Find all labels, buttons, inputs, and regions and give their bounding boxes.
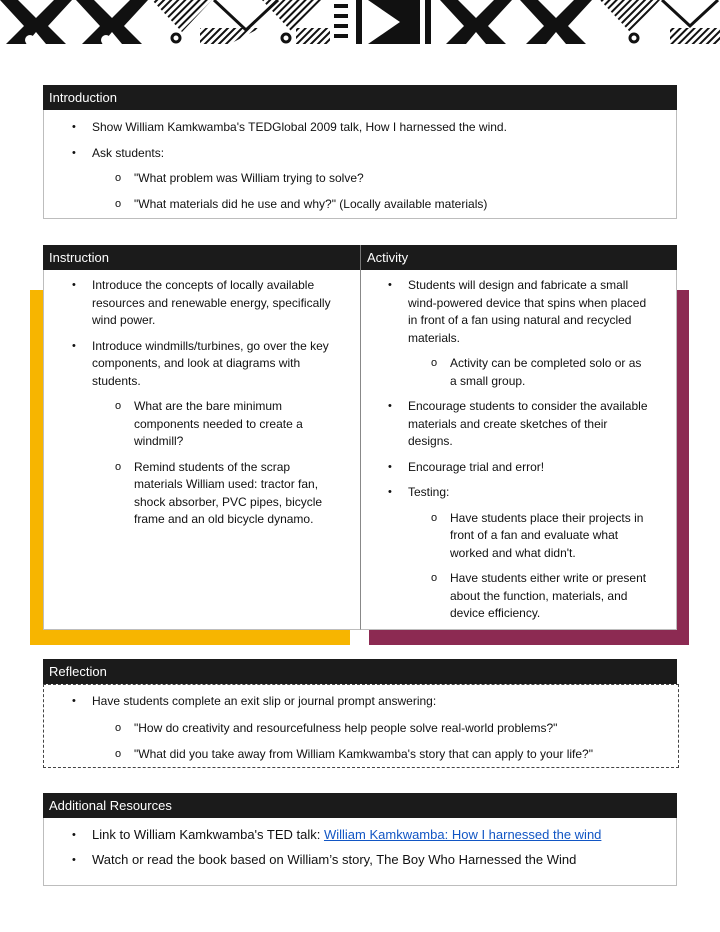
list-item: o Have students either write or present about the function, materials, and device efficiency.: [450, 570, 654, 623]
list-item: o "What materials did he use and why?" (Locally available materials): [134, 196, 676, 214]
resources-header: [43, 793, 677, 818]
list-item: • Ask students:: [92, 145, 676, 163]
list-item: • Introduce windmills/turbines, go over the key components, and look at diagrams with students.: [92, 338, 342, 391]
list-item: o "What did you take away from William Kamkwamba's story that can apply to your life?": [134, 746, 678, 764]
activity-sublist: [361, 355, 676, 390]
introduction-header: [43, 85, 677, 110]
resources-title: Additional Resources: [49, 798, 172, 813]
activity-box: [360, 270, 677, 630]
list-item: o Remind students of the scrap materials William used: tractor fan, shock absorber, PVC pipes, bicycle frame and an old bicycle dynamo.: [134, 459, 338, 529]
instruction-list: [44, 270, 360, 390]
list-item: • Have students complete an exit slip or journal prompt answering:: [92, 693, 678, 711]
list-item: o "How do creativity and resourcefulness help people solve real-world problems?": [134, 720, 678, 738]
activity-sublist-2: [361, 510, 676, 623]
reflection-sublist: [44, 720, 678, 764]
list-item: • Introduce the concepts of locally available resources and renewable energy, specifically wind power.: [92, 277, 342, 330]
instruction-box: [43, 270, 360, 630]
introduction-list: [44, 110, 676, 162]
activity-header: [360, 245, 677, 270]
reflection-title: Reflection: [49, 664, 107, 679]
list-item: [92, 826, 676, 844]
list-item: • Testing:: [408, 484, 650, 502]
resources-list: [44, 818, 676, 869]
list-item: o What are the bare minimum components needed to create a windmill?: [134, 398, 338, 451]
resources-box: [43, 818, 677, 886]
list-item: • Watch or read the book based on William’s story, The Boy Who Harnessed the Wind: [92, 851, 676, 869]
introduction-sublist: [44, 170, 676, 213]
list-item: • Students will design and fabricate a small wind-powered device that spins when placed in front of a fan using natural and recycled materials.: [408, 277, 650, 347]
reflection-header: [43, 659, 677, 684]
reflection-list: [44, 685, 678, 711]
list-item: • Show William Kamkwamba's TEDGlobal 2009 talk, How I harnessed the wind.: [92, 119, 676, 137]
activity-list-2: [361, 398, 676, 502]
ted-link-prefix: Link to William Kamkwamba's TED talk:: [92, 827, 324, 842]
list-item: o "What problem was William trying to solve?: [134, 170, 676, 188]
ted-talk-link[interactable]: William Kamkwamba: How I harnessed the wind: [323, 827, 602, 842]
list-item: o Have students place their projects in front of a fan and evaluate what worked and what didn't.: [450, 510, 654, 563]
instruction-header: [43, 245, 360, 270]
introduction-box: [43, 110, 677, 219]
introduction-title: Introduction: [49, 90, 117, 105]
list-item: o Activity can be completed solo or as a small group.: [450, 355, 648, 390]
instruction-sublist: [44, 398, 360, 529]
pattern-graphic: [0, 0, 720, 44]
list-item: • Encourage trial and error!: [408, 459, 650, 477]
decorative-banner: [0, 0, 720, 44]
activity-list: [361, 270, 676, 347]
instruction-title: Instruction: [49, 250, 109, 265]
activity-title: Activity: [367, 250, 409, 265]
list-item: • Encourage students to consider the available materials and create sketches of their designs.: [408, 398, 650, 451]
reflection-box: [43, 684, 679, 768]
